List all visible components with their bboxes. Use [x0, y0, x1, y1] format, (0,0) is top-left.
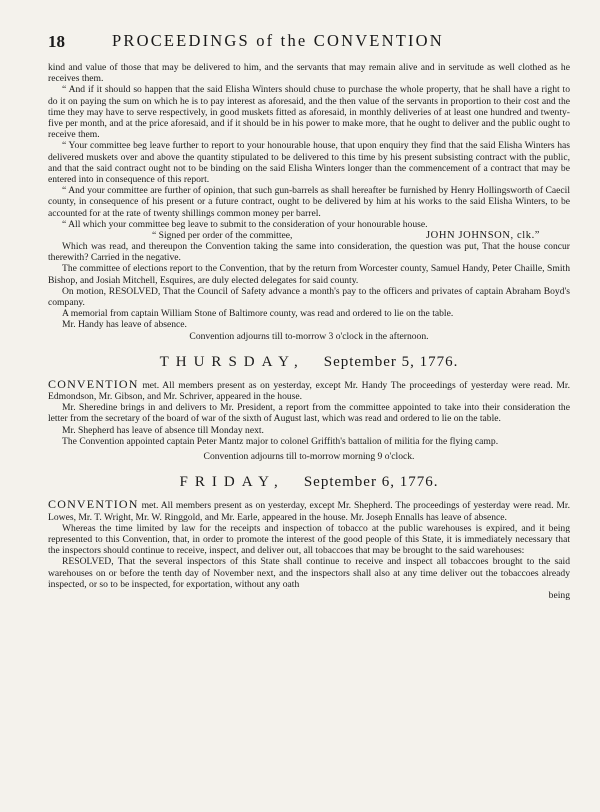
- paragraph: The committee of elections report to the Convention, that by the return from Worcester county, Samuel Handy, Peter Chaille, Smith Bishop, and Josiah Mitchell, Esquires, are duly elected delegates for said county.: [48, 263, 570, 286]
- page-body: [48, 62, 570, 601]
- lead-word: CONVENTION: [48, 376, 139, 391]
- paragraph: A memorial from captain William Stone of Baltimore county, was read and ordered to lie on the table.: [62, 308, 454, 320]
- adjournment: Convention adjourns till to-morrow 3 o'clock in the afternoon.: [189, 330, 429, 342]
- paragraph: [48, 376, 570, 403]
- paragraph: Whereas the time limited by law for the receipts and inspection of tobacco at the public warehouses is expired, and it being represented to this Convention, that, in order to promote the interest of the good people of this State, it is immediately necessary that the inspectors should continue to receive, inspect, and deliver out, all tobaccoes that may be brought to the said warehouses:: [48, 522, 570, 557]
- paragraph: kind and value of those that may be delivered to him, and the servants that may remain alive and in servitude as well clothed as he receives them.: [48, 62, 570, 85]
- paragraph: “ Your committee beg leave further to report to your honourable house, that upon enquiry they find that the said Elisha Winters has delivered muskets over and above the quantity stipulated to be delivered to this time by his present subsisting contract with the public, and that the said contract ought not to be binding on the said Elisha Winters longer than the commencement of a contract that may be entered into in consequence of this report.: [48, 140, 570, 186]
- paragraph: On motion, RESOLVED, That the Council of Safety advance a month's pay to the officers and privates of captain Abraham Boyd's company.: [48, 285, 570, 309]
- adjournment: Convention adjourns till to-morrow morning 9 o'clock.: [203, 451, 415, 463]
- signature-line: [48, 230, 570, 241]
- day-name: THURSDAY,: [159, 353, 305, 370]
- paragraph: RESOLVED, That the several inspectors of this State shall continue to receive and inspect all tobaccoes brought to the said warehouses on or before the tenth day of November next, and the inspectors shall also at any time deliver out the tobaccoes already inspected, or so to be inspected, for exportation, without any oath: [48, 556, 570, 590]
- day-date: September 6, 1776.: [303, 474, 439, 491]
- paragraph: Mr. Sheredine brings in and delivers to Mr. President, a report from the committee appointed to take into their consideration the letter from the secretary of the board of war of the sixth of August last, which was read and ordered to lie on the table.: [48, 402, 570, 425]
- paragraph: “ And if it should so happen that the said Elisha Winters should chuse to purchase the whole property, that he shall have a right to do it on paying the sum on which he is to pay interest as aforesaid, and the then value of the servants in proportion to their cost and the time they may have to serve respectively, in good muskets fitted as aforesaid, in monthly deliveries of at least one hundred and twenty-five per month, and at the price aforesaid, and if it should be in his power to make more, that he ought to deliver and the public ought to receive them.: [48, 84, 570, 141]
- catchword: being: [548, 589, 570, 601]
- day-heading-friday: [48, 474, 570, 491]
- page-number: 18: [48, 32, 65, 51]
- signature-text: “ Signed per order of the committee,: [152, 230, 293, 242]
- lead-word: CONVENTION: [48, 497, 139, 512]
- paragraph: Mr. Shepherd has leave of absence till Monday next.: [62, 424, 264, 436]
- paragraph: “ All which your committee beg leave to submit to the consideration of your honourable house.: [62, 218, 428, 230]
- day-name: FRIDAY,: [179, 474, 285, 491]
- signature-name: JOHN JOHNSON, clk.”: [426, 230, 541, 242]
- day-heading-thursday: [48, 354, 570, 371]
- paragraph: Mr. Handy has leave of absence.: [62, 319, 187, 331]
- paragraph: [48, 499, 570, 522]
- paragraph-text: met. All members present as on yesterday, except Mr. Handy The proceedings of yesterday were read. Mr. Edmondson, Mr. Gibson, and Mr. Schriver, appeared in the house.: [48, 379, 570, 403]
- paragraph-text: met. All members present as on yesterday, except Mr. Shepherd. The proceedings of yesterday were read. Mr. Lowes, Mr. T. Wright, Mr. W. Ringgold, and Mr. Earle, appeared in the house. Mr. Joseph Ennalls has leave of absence.: [48, 500, 570, 523]
- paragraph: Which was read, and thereupon the Convention taking the same into consideration, the question was put, That the house concur therewith? Carried in the negative.: [48, 241, 570, 264]
- paragraph: The Convention appointed captain Peter Mantz major to colonel Griffith's battalion of militia for the flying camp.: [62, 435, 499, 447]
- paragraph: “ And your committee are further of opinion, that such gun-barrels as shall hereafter be furnished by Henry Hollingsworth of Caecil county, in consequence of his present or a future contract, ought to be delivered by him at his works to the said Elisha Winters, to be accounted for at the rate of twenty shillings common money per barrel.: [48, 185, 570, 219]
- running-title: PROCEEDINGS of the CONVENTION: [112, 31, 444, 50]
- page-header: [48, 28, 570, 56]
- day-date: September 5, 1776.: [323, 353, 459, 370]
